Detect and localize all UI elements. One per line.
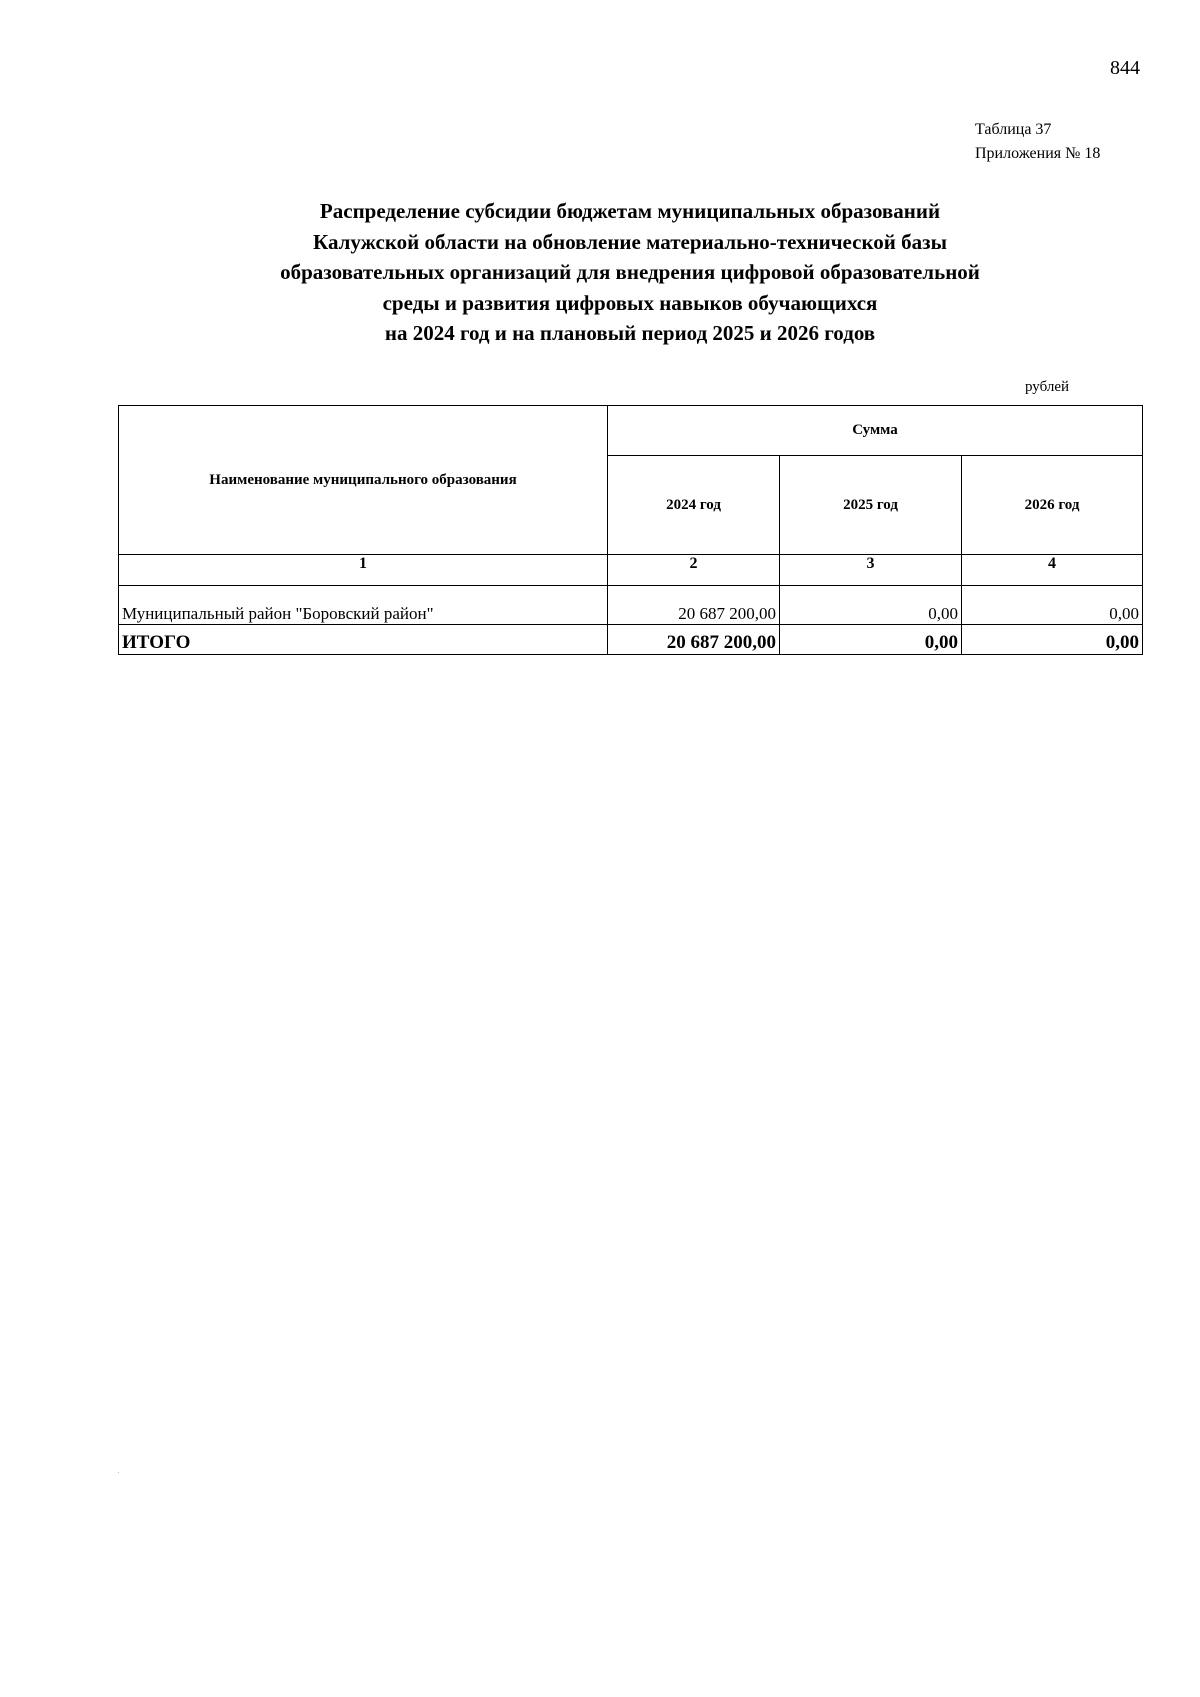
title-line: среды и развития цифровых навыков обучающихся <box>382 290 878 315</box>
column-number: 3 <box>780 555 962 586</box>
table-row <box>119 586 1143 625</box>
page-number: 844 <box>1110 57 1140 79</box>
total-row <box>119 625 1143 655</box>
total-label-cell: ИТОГО <box>119 625 608 655</box>
header-year-2026: 2026 год <box>962 456 1143 555</box>
table-number: Таблица 37 <box>975 121 1052 138</box>
units-label: рублей <box>1025 379 1070 395</box>
total-2024-cell: 20 687 200,00 <box>608 625 780 655</box>
header-municipality-name: Наименование муниципального образования <box>119 406 608 555</box>
column-number: 2 <box>608 555 780 586</box>
appendix-number: Приложения № 18 <box>975 145 1101 162</box>
title-line: Распределение субсидии бюджетам муниципальных образований <box>319 199 941 223</box>
scan-speck <box>118 1472 119 1473</box>
header-year-2025: 2025 год <box>780 456 962 555</box>
table-header-row <box>119 406 1143 456</box>
column-number-row <box>119 555 1143 586</box>
header-year-2024: 2024 год <box>608 456 780 555</box>
title-line: образовательных организаций для внедрения цифровой образовательной <box>280 260 980 284</box>
value-2026-cell: 0,00 <box>962 586 1143 625</box>
value-2024-cell: 20 687 200,00 <box>608 586 780 625</box>
column-number: 1 <box>119 555 608 586</box>
title-line: на 2024 год и на плановый период 2025 и 2026 годов <box>384 321 876 345</box>
total-2025-cell: 0,00 <box>780 625 962 655</box>
header-sum: Сумма <box>608 406 1143 456</box>
value-2025-cell: 0,00 <box>780 586 962 625</box>
document-title <box>200 196 1060 349</box>
title-line: Калужской области на обновление материально-технической базы <box>313 229 947 254</box>
subsidy-table <box>118 405 1143 655</box>
municipality-name-cell: Муниципальный район "Боровский район" <box>119 586 608 625</box>
table-reference <box>975 118 1100 166</box>
total-2026-cell: 0,00 <box>962 625 1143 655</box>
column-number: 4 <box>962 555 1143 586</box>
